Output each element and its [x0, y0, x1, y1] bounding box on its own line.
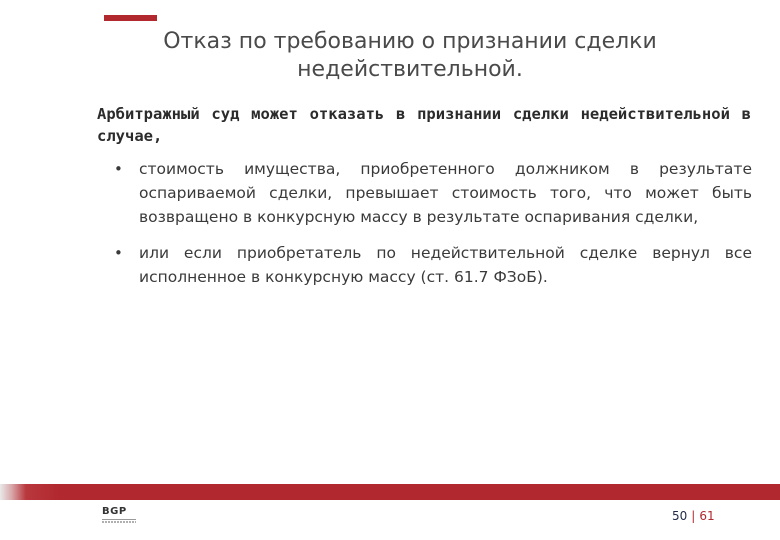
list-item — [112, 241, 752, 289]
page-current: 50 — [672, 509, 688, 523]
bullet-list — [112, 157, 752, 301]
list-item — [112, 157, 752, 229]
footer-bar — [0, 484, 780, 500]
page-total: 61 — [699, 509, 715, 523]
bullet-text: стоимость имущества, приобретенного должником в результате оспариваемой сделки, превышает стоимость того, что может быть возвращено в конкурсную массу в результате оспаривания сделки, — [139, 160, 752, 226]
bullet-text: или если приобретатель по недействительной сделке вернул все исполненное в конкурсную массу (ст. 61.7 ФЗоБ). — [139, 244, 752, 286]
lead-paragraph: Арбитражный суд может отказать в признании сделки недействительной в случае, — [97, 105, 751, 145]
logo-text: BGP — [102, 506, 127, 517]
logo-divider — [102, 519, 136, 520]
bullet-icon: • — [114, 160, 123, 178]
page-separator: | — [691, 509, 696, 523]
bgp-logo — [102, 506, 142, 526]
bullet-icon: • — [114, 244, 123, 262]
logo-subline — [102, 521, 136, 523]
slide-title: Отказ по требованию о признании сделки недействительной. — [163, 29, 657, 82]
page-number — [672, 509, 715, 523]
title-accent-bar — [104, 15, 157, 21]
